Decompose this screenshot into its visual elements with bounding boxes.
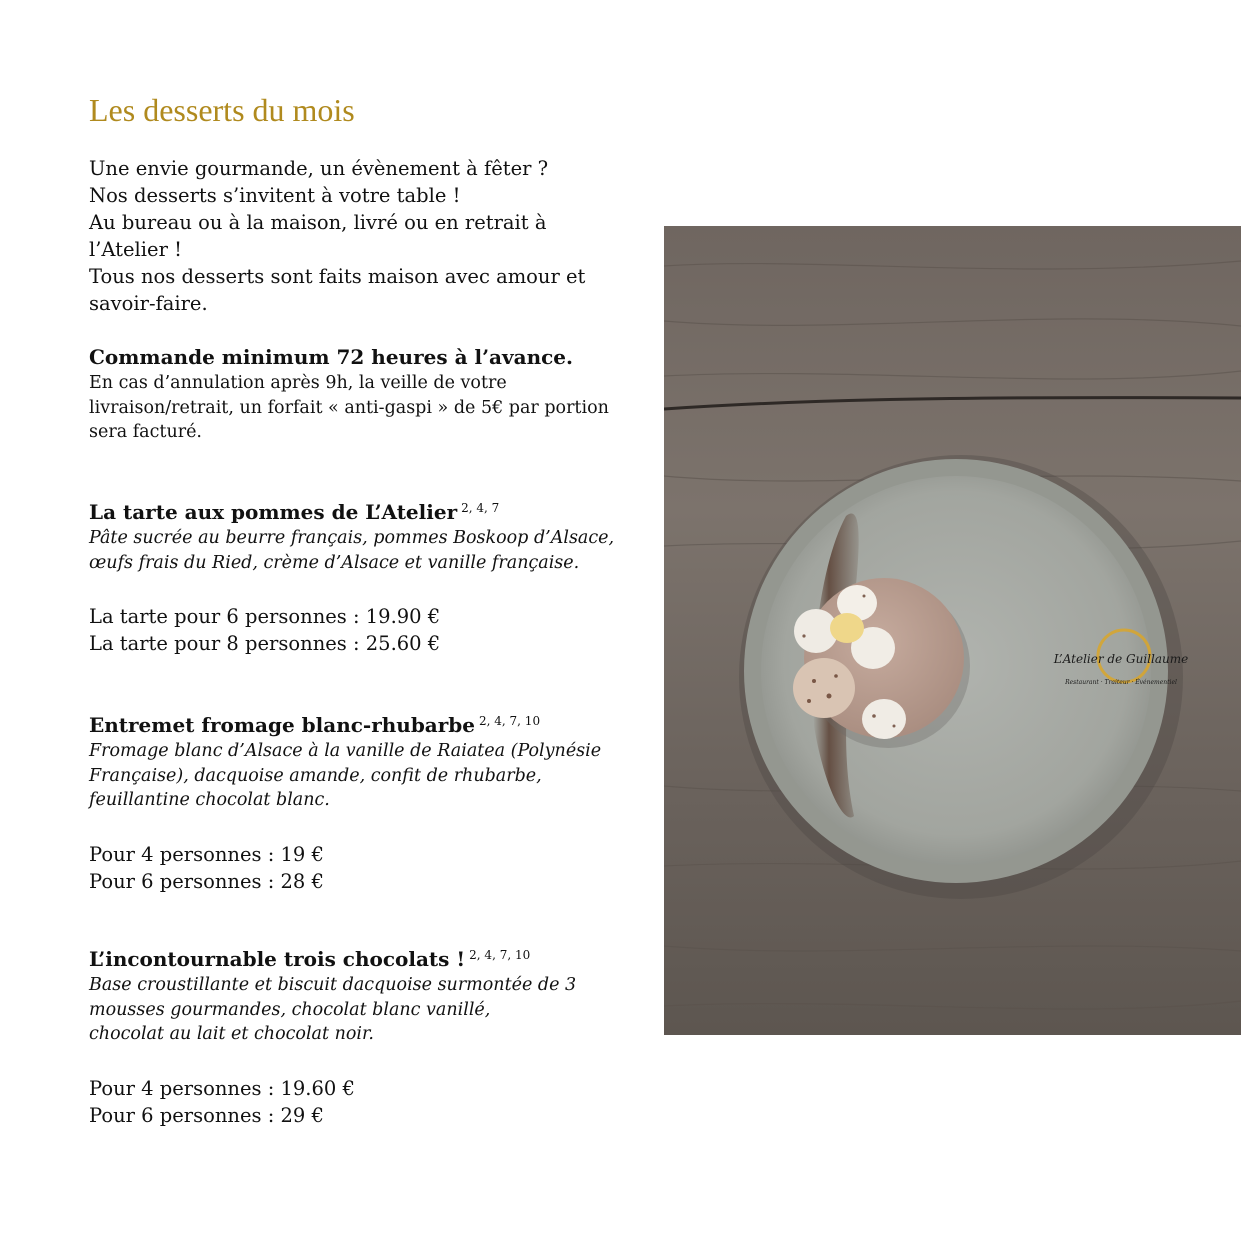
intro-text — [89, 155, 629, 317]
dessert-item-apple-tart — [89, 495, 639, 657]
description-line: mousses gourmandes, chocolat blanc vanillé, — [89, 999, 491, 1020]
dessert-item-three-chocolates — [89, 942, 639, 1129]
dessert-photo — [664, 226, 1241, 1035]
description-line: Fromage blanc d’Alsace à la vanille de Raiatea (Polynésie — [89, 741, 602, 761]
dessert-description — [89, 973, 639, 1047]
note-line: sera facturé. — [89, 422, 202, 442]
order-cancellation-note — [89, 371, 629, 445]
note-line: livraison/retrait, un forfait « anti-gaspi » de 5€ par portion — [89, 397, 609, 418]
price-line: Pour 4 personnes : 19.60 € — [89, 1076, 355, 1100]
meringue — [862, 699, 906, 739]
dessert-name — [89, 942, 639, 973]
logo-wordmark: L’Atelier de Guillaume — [1053, 652, 1189, 666]
description-line: chocolat au lait et chocolat noir. — [89, 1024, 374, 1044]
allergen-codes: 2, 4, 7, 10 — [469, 948, 531, 962]
intro-line: savoir-faire. — [89, 292, 208, 315]
intro-line: l’Atelier ! — [89, 238, 182, 261]
description-line: feuillantine chocolat blanc. — [89, 790, 330, 810]
intro-line: Une envie gourmande, un évènement à fêter ? — [89, 157, 549, 180]
dessert-prices — [89, 603, 639, 657]
description-line: Pâte sucrée au beurre français, pommes Boskoop d’Alsace, — [89, 528, 615, 548]
dessert-description — [89, 526, 639, 575]
description-line: œufs frais du Ried, crème d’Alsace et vanille française. — [89, 552, 580, 573]
price-line: Pour 4 personnes : 19 € — [89, 842, 324, 866]
order-notice — [89, 344, 629, 445]
dessert-name — [89, 495, 639, 526]
white-chocolate-disc — [830, 613, 864, 643]
note-line: En cas d’annulation après 9h, la veille de votre — [89, 373, 507, 393]
description-line: Base croustillante et biscuit dacquoise surmontée de 3 — [89, 975, 577, 995]
dessert-name-text: La tarte aux pommes de L’Atelier — [89, 500, 458, 524]
dessert-name — [89, 708, 639, 739]
dessert-description — [89, 739, 639, 813]
page-title: Les desserts du mois — [89, 92, 355, 128]
logo-tagline: Restaurant · Traiteur · Événementiel — [1065, 679, 1177, 686]
allergen-codes: 2, 4, 7, 10 — [479, 714, 541, 728]
dessert-item-rhubarb-entremet — [89, 708, 639, 895]
dessert-prices — [89, 1075, 639, 1129]
intro-line: Tous nos desserts sont faits maison avec amour et — [89, 265, 586, 288]
allergen-codes: 2, 4, 7 — [461, 501, 500, 515]
price-line: La tarte pour 8 personnes : 25.60 € — [89, 632, 441, 655]
price-line: Pour 6 personnes : 28 € — [89, 869, 324, 893]
description-line: Française), dacquoise amande, confit de rhubarbe, — [89, 765, 542, 786]
price-line: Pour 6 personnes : 29 € — [89, 1103, 324, 1127]
price-line: La tarte pour 6 personnes : 19.90 € — [89, 605, 441, 628]
intro-line: Nos desserts s’invitent à votre table ! — [89, 184, 461, 207]
intro-line: Au bureau ou à la maison, livré ou en retrait à — [89, 211, 547, 234]
dessert-name-text: Entremet fromage blanc-rhubarbe — [89, 713, 476, 737]
dessert-prices — [89, 841, 639, 895]
dessert-name-text: L’incontournable trois chocolats ! — [89, 947, 466, 971]
meringue — [793, 658, 855, 718]
order-notice-title: Commande minimum 72 heures à l’avance. — [89, 345, 573, 369]
